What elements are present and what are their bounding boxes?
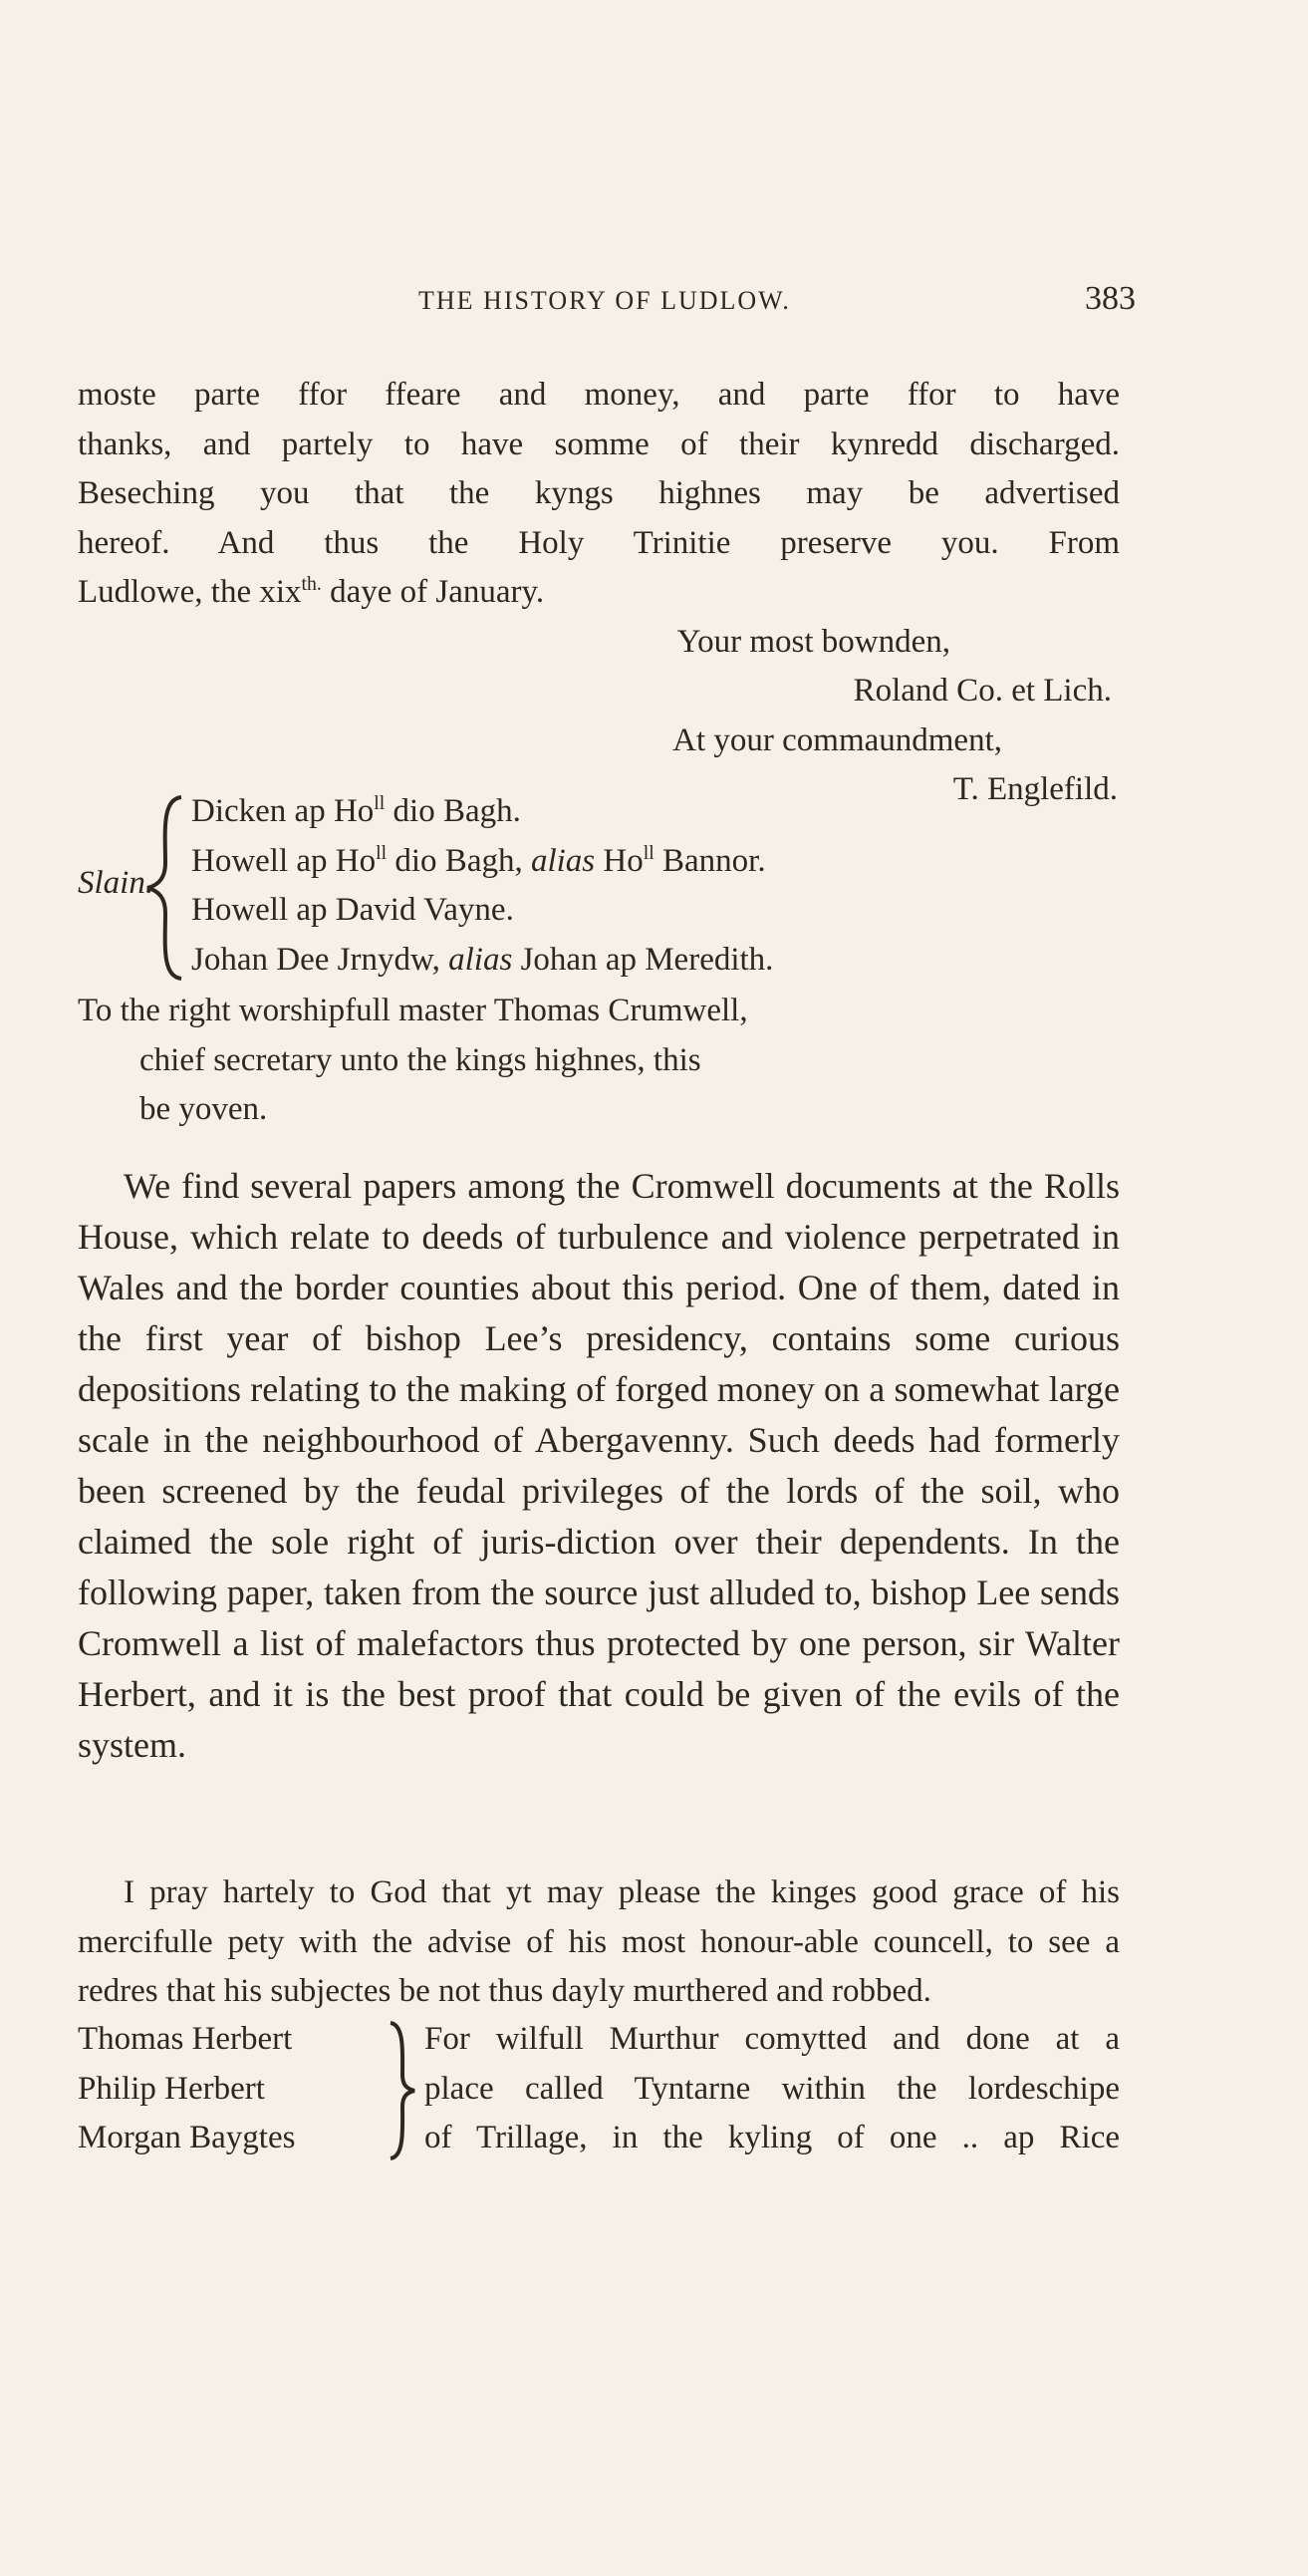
name-superscript: ll xyxy=(376,841,388,864)
name-superscript: ll xyxy=(374,792,386,814)
letter-text xyxy=(78,371,1120,815)
name-text: dio Bagh. xyxy=(385,793,521,829)
name-text: Johan ap Meredith. xyxy=(512,941,774,978)
letter-line: thanks, and partely to have somme of their kynredd discharged. xyxy=(78,426,1120,462)
charge-line: place called Tyntarne within the lordeschipe xyxy=(424,2070,1120,2107)
running-title: THE HISTORY OF LUDLOW. xyxy=(418,286,791,315)
closing-superscript: th. xyxy=(301,573,322,595)
alias-word: alias xyxy=(448,941,513,978)
name-text: dio Bagh, xyxy=(387,842,531,879)
address-line: To the right worshipfull master Thomas Crumwell, xyxy=(78,993,748,1028)
charge-line: For wilfull Murthur comytted and done at a xyxy=(424,2021,1120,2057)
name-text: Johan Dee Jrnydw, xyxy=(191,941,449,978)
right-brace-icon xyxy=(383,2019,422,2162)
name-text: Ho xyxy=(595,842,644,879)
signature-line: Roland Co. et Lich. xyxy=(853,673,1112,709)
letter-line: Beseching you that the kyngs highnes may be advertised xyxy=(78,475,1120,511)
name-text: Howell ap Ho xyxy=(191,842,377,879)
slain-name xyxy=(191,787,773,837)
narrative-text: We find several papers among the Cromwell documents at the Rolls House, which relate to deeds of turbulence and violence perpetrated in Wales and the border counties about this period. One of them, dated in the first year of bishop Lee’s presidency, contains some curious depositions relating to the making of forged money on a somewhat large scale in the neighbourhood of Abergavenny. Such deeds had formerly been screened by the feudal privileges of the lords of the soil, who claimed the sole right of juris-diction over their dependents. In the following paper, taken from the source just alluded to, bishop Lee sends Cromwell a list of malefactors thus protected by one person, sir Walter Herbert, and it is the best proof that could be given of the evils of the system. xyxy=(78,1166,1120,1765)
slain-label: Slain. xyxy=(78,865,154,901)
slain-names xyxy=(191,787,773,985)
name-text: Bannor. xyxy=(654,842,766,879)
name-text: Dicken ap Ho xyxy=(191,793,375,829)
accused-name: Morgan Baygtes xyxy=(78,2120,296,2155)
slain-name xyxy=(191,837,773,887)
slain-name xyxy=(191,886,773,936)
narrative-paragraph xyxy=(78,1161,1120,1771)
complaint-paragraph xyxy=(78,1868,1120,2017)
name-superscript: ll xyxy=(643,841,654,864)
accused-name: Thomas Herbert xyxy=(78,2021,293,2057)
complaint-text: I pray hartely to God that yt may please the kinges good grace of his mercifulle pety with the advise of his most honour-able councell, to see a redres that his subjectes be not thus dayly murthered and robbed. xyxy=(78,1874,1120,2009)
murder-charge-block xyxy=(78,2015,1120,2174)
slain-name xyxy=(191,936,773,986)
charge-line: of Trillage, in the kyling of one .. ap Rice xyxy=(424,2120,1120,2155)
murder-charge xyxy=(424,2015,1120,2163)
signature-line: T. Englefild. xyxy=(952,771,1118,807)
closing-prefix: Ludlowe, the xix xyxy=(78,574,302,610)
left-brace-icon xyxy=(135,793,195,983)
alias-word: alias xyxy=(530,842,596,879)
accused-name: Philip Herbert xyxy=(78,2070,265,2107)
page-number: 383 xyxy=(1085,280,1136,317)
signature-line: Your most bownden, xyxy=(676,623,950,660)
address-line: chief secretary unto the kings highnes, this xyxy=(139,1041,701,1078)
letter-line: hereof. And thus the Holy Trinitie preserve you. From xyxy=(78,524,1120,561)
slain-list-block xyxy=(78,787,1120,987)
closing-suffix: daye of January. xyxy=(321,574,545,610)
letter-line: moste parte ffor ffeare and money, and parte ffor to have xyxy=(78,377,1120,413)
letter-address xyxy=(78,987,1120,1135)
letter-closing-line xyxy=(78,568,1120,618)
name-text: Howell ap David Vayne. xyxy=(191,892,514,928)
accused-names xyxy=(78,2015,295,2163)
address-line: be yoven. xyxy=(139,1091,268,1127)
signature-line: At your commaundment, xyxy=(672,721,1002,758)
page-header xyxy=(418,280,1136,326)
